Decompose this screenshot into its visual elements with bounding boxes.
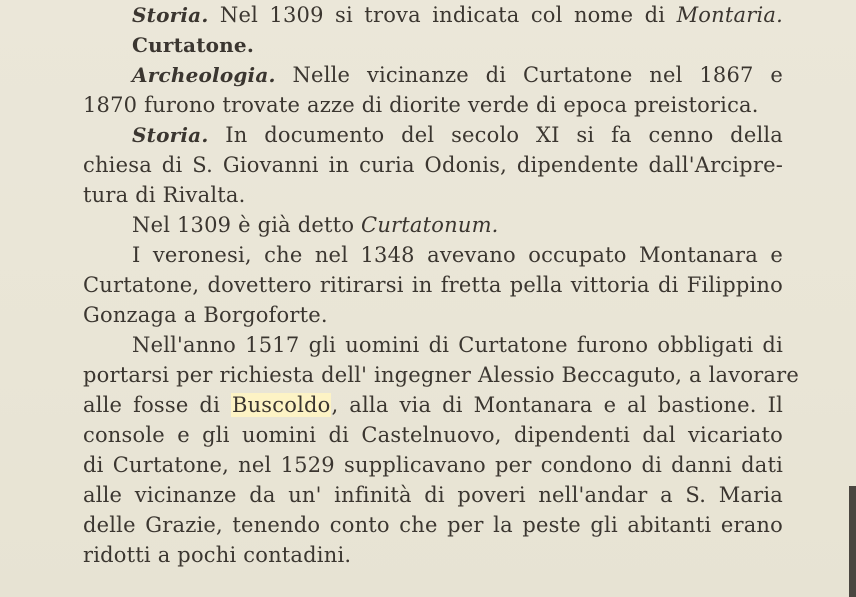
line-text: tura di Rivalta. [83, 183, 246, 207]
text-line [83, 90, 783, 120]
line-text: ridotti a pochi contadini. [83, 543, 352, 567]
line-text: di Curtatone, nel 1529 supplicavano per condono di danni dati [83, 453, 783, 477]
text-line [83, 270, 783, 300]
text-line [83, 540, 783, 570]
text-line [83, 480, 783, 510]
italic-term: Curtatonum. [361, 213, 499, 237]
section-heading-storia: Storia. [132, 3, 209, 27]
line-text: console e gli uomini di Castelnuovo, dipendenti dal vicariato [83, 423, 783, 447]
text-line [83, 300, 783, 330]
text-line [83, 180, 783, 210]
line-text: I veronesi, che nel 1348 avevano occupato Montanara e [132, 243, 783, 267]
text-line [83, 390, 783, 420]
text-line [132, 60, 783, 90]
section-heading-archeologia: Archeologia. [132, 63, 276, 87]
text-line [132, 120, 783, 150]
text-line [83, 360, 800, 390]
text-line [132, 210, 783, 240]
line-text: Gonzaga a Borgoforte. [83, 303, 328, 327]
line-text: delle Grazie, tenendo conto che per la peste gli abitanti erano [83, 513, 783, 537]
line-text: Nelle vicinanze di Curtatone nel 1867 e [275, 63, 783, 87]
line-text: , alla via di Montanara e al bastione. Il [331, 393, 784, 417]
text-line [132, 240, 783, 270]
line-text: portarsi per richiesta dell' ingegner Alessio Beccaguto, a lavorare [83, 363, 800, 387]
text-line [83, 150, 783, 180]
line-text: Nel 1309 si trova indicata col nome di [208, 3, 677, 27]
text-line [132, 0, 783, 30]
line-text: chiesa di S. Giovanni in curia Odonis, dipendente dall'Arcipre- [83, 153, 783, 177]
text-line [83, 450, 783, 480]
entry-title-line [132, 30, 783, 60]
text-line [132, 330, 783, 360]
text-line [83, 420, 783, 450]
highlighted-search-term: Buscoldo [231, 393, 331, 417]
entry-title: Curtatone. [132, 33, 254, 57]
line-text: Curtatone, dovettero ritirarsi in fretta pella vittoria di Filippino [83, 273, 783, 297]
italic-term: Montaria. [676, 3, 783, 27]
line-text: Nel 1309 è già detto [132, 213, 362, 237]
line-text: In documento del secolo XI si fa cenno della [208, 123, 783, 147]
section-heading-storia: Storia. [132, 123, 209, 147]
line-text: alle fosse di [83, 393, 231, 417]
text-line [83, 510, 783, 540]
line-text: 1870 furono trovate azze di diorite verde di epoca preistorica. [83, 93, 759, 117]
line-text: alle vicinanze da un' infinità di poveri nell'andar a S. Maria [83, 483, 783, 507]
line-text: Nell'anno 1517 gli uomini di Curtatone furono obbligati di [132, 333, 783, 357]
scan-edge-shadow [849, 486, 856, 597]
